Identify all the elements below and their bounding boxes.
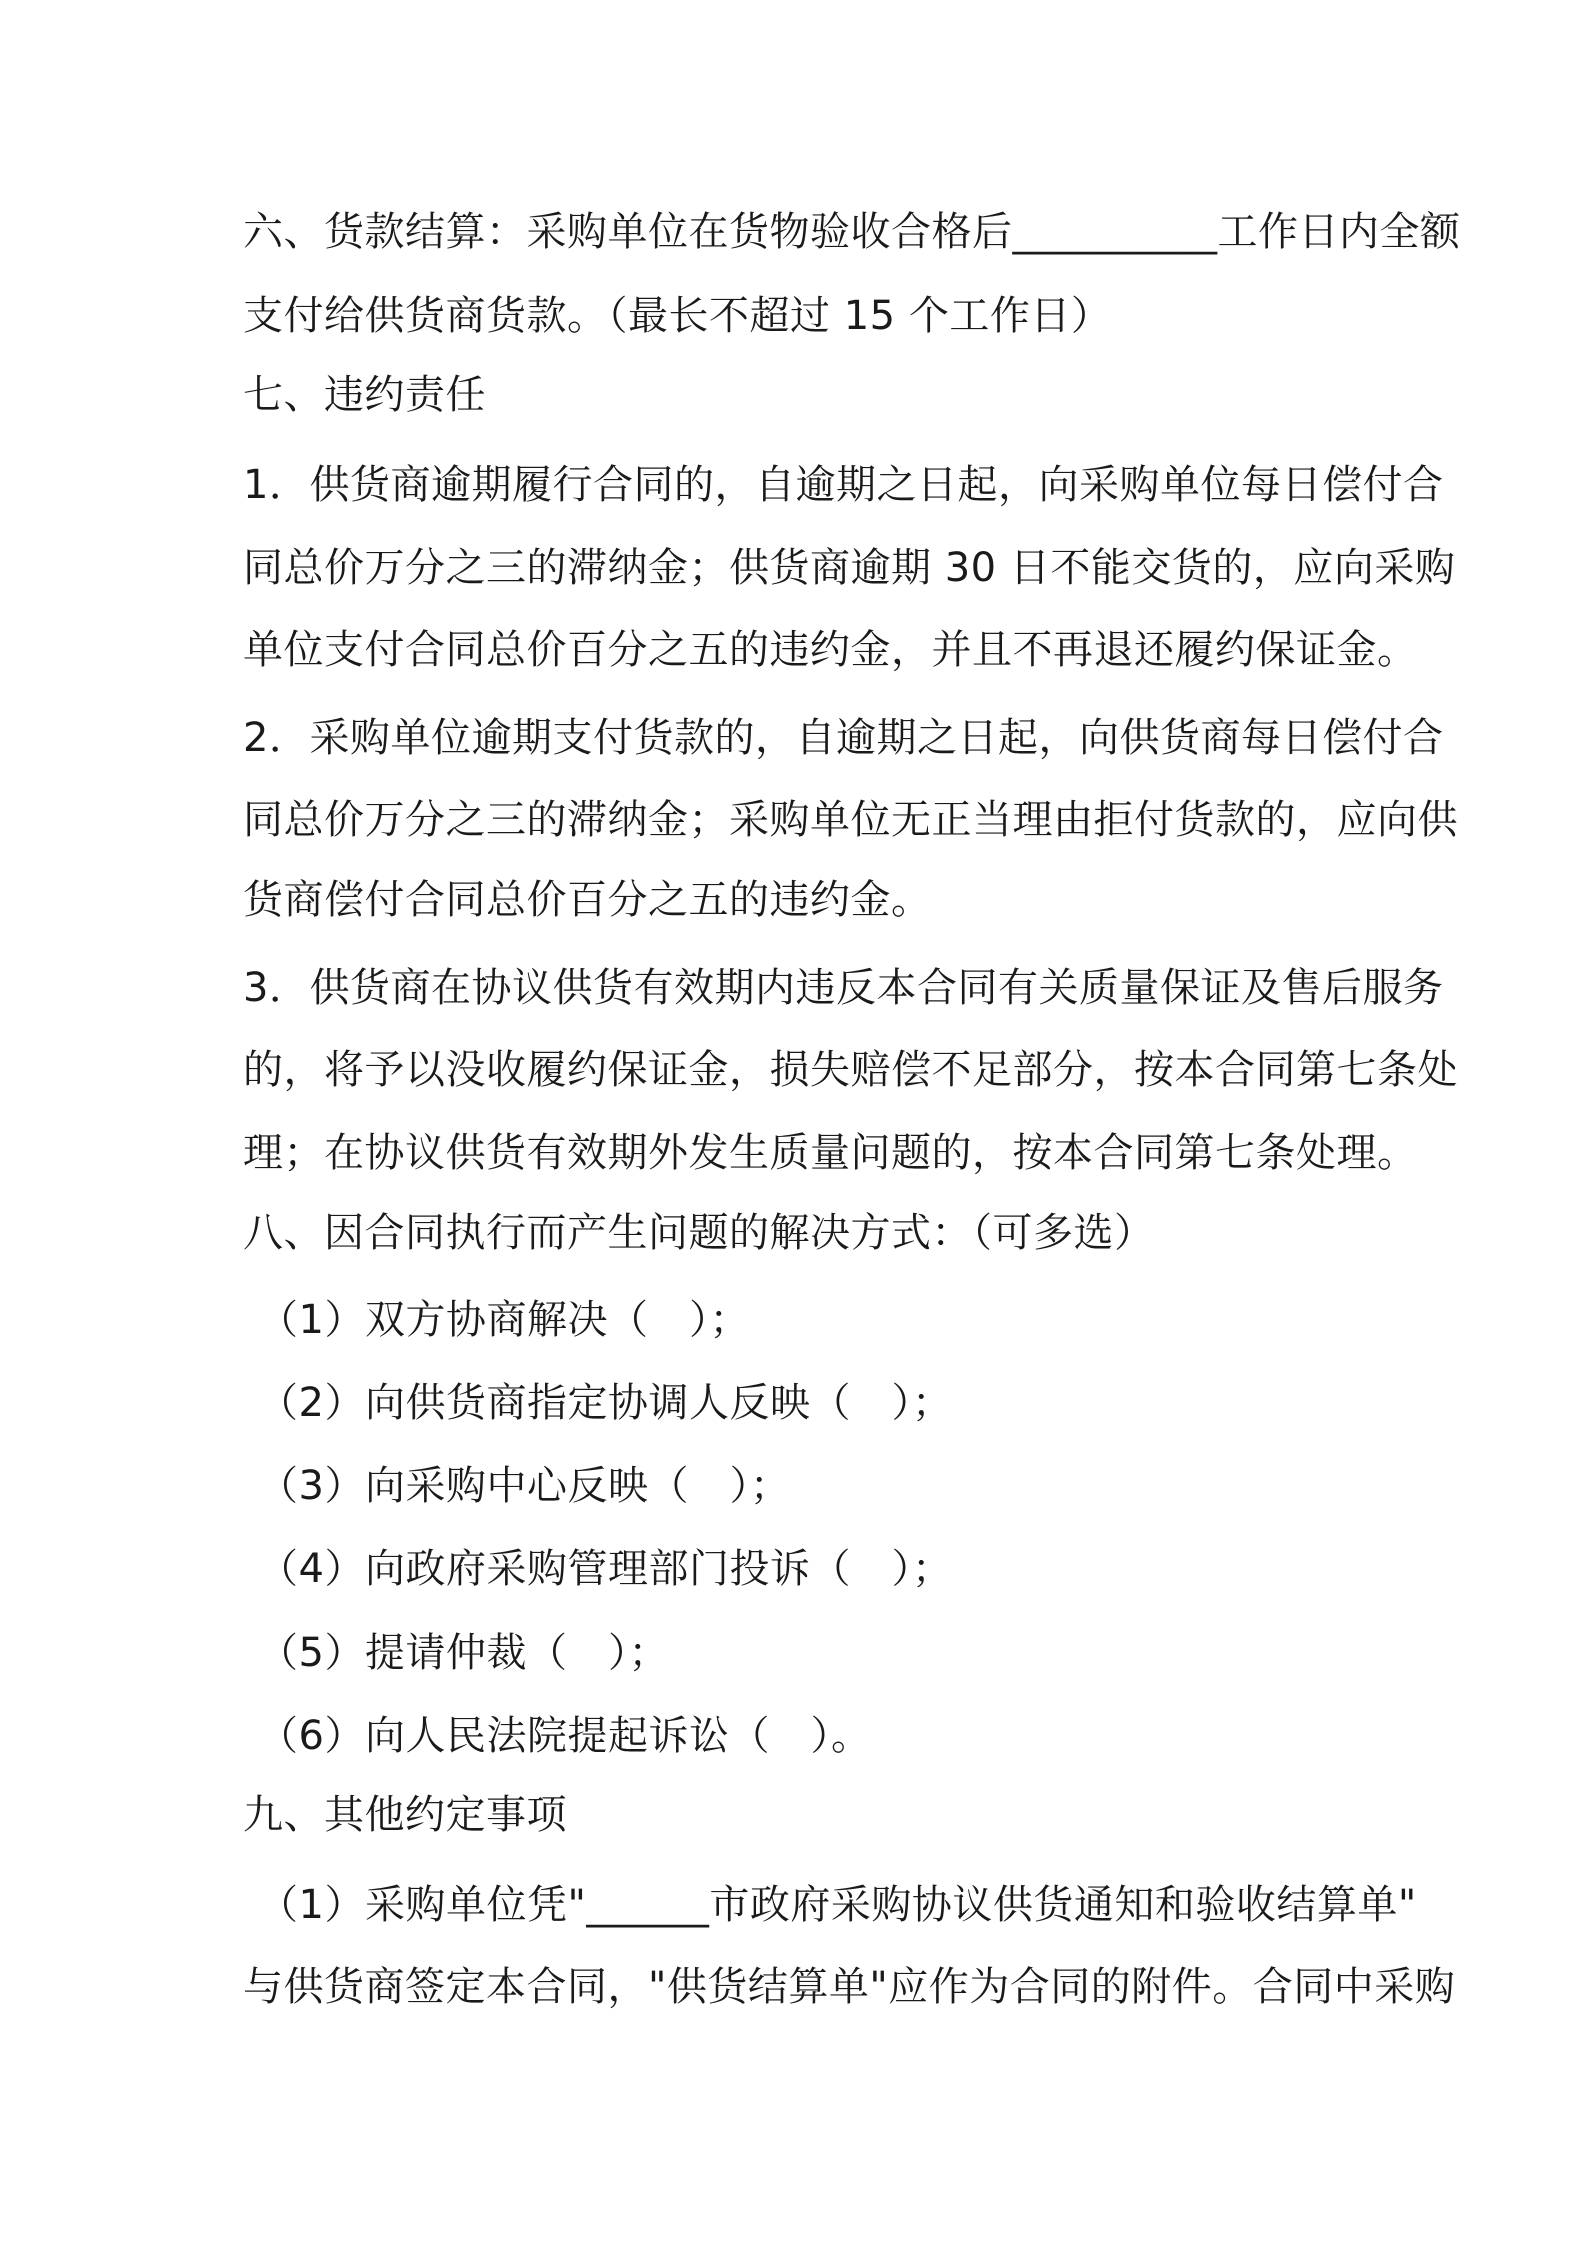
section-8-option-4: （4）向政府采购管理部门投诉（ ）；	[258, 1546, 953, 1592]
clause-7-3-line-3: 理；在协议供货有效期外发生质量问题的，按本合同第七条处理。	[243, 1130, 1418, 1176]
section-8-option-1: （1）双方协商解决（ ）；	[258, 1297, 750, 1343]
clause-7-2-line-2: 同总价万分之三的滞纳金；采购单位无正当理由拒付货款的，应向供	[243, 797, 1458, 843]
section-8-option-6: （6）向人民法院提起诉讼（ ）。	[258, 1713, 872, 1759]
clause-7-3-line-1: 3．供货商在协议供货有效期内违反本合同有关质量保证及售后服务	[243, 965, 1444, 1011]
section-6-payment-line-2: 支付给供货商货款。（最长不超过 15 个工作日）	[243, 293, 1112, 339]
section-8-option-5: （5）提请仲裁（ ）；	[258, 1630, 669, 1676]
clause-7-2-line-1: 2．采购单位逾期支付货款的，自逾期之日起，向供货商每日偿付合	[243, 715, 1444, 761]
section-9-item-1-line-1: （1）采购单位凭"______市政府采购协议供货通知和验收结算单"	[258, 1882, 1417, 1928]
section-7-heading: 七、违约责任	[243, 372, 486, 418]
section-8-option-3: （3）向采购中心反映（ ）；	[258, 1463, 791, 1509]
clause-7-1-line-3: 单位支付合同总价百分之五的违约金，并且不再退还履约保证金。	[243, 627, 1418, 673]
section-8-heading: 八、因合同执行而产生问题的解决方式：（可多选）	[243, 1210, 1155, 1256]
section-6-payment-line-1: 六、货款结算：采购单位在货物验收合格后__________工作日内全额	[243, 209, 1461, 255]
clause-7-3-line-2: 的，将予以没收履约保证金，损失赔偿不足部分，按本合同第七条处	[243, 1047, 1458, 1093]
clause-7-1-line-1: 1．供货商逾期履行合同的，自逾期之日起，向采购单位每日偿付合	[243, 462, 1444, 508]
section-9-heading: 九、其他约定事项	[243, 1792, 567, 1838]
clause-7-2-line-3: 货商偿付合同总价百分之五的违约金。	[243, 877, 932, 923]
section-9-item-1-line-2: 与供货商签定本合同，"供货结算单"应作为合同的附件。合同中采购	[243, 1964, 1456, 2010]
clause-7-1-line-2: 同总价万分之三的滞纳金；供货商逾期 30 日不能交货的，应向采购	[243, 545, 1456, 591]
section-8-option-2: （2）向供货商指定协调人反映（ ）；	[258, 1380, 953, 1426]
